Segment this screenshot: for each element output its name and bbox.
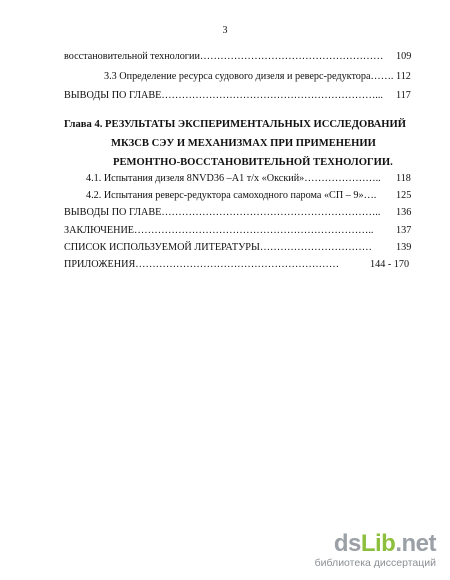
toc-entry-page: 137 [396,225,412,236]
chapter-heading-line-2: МКЗСВ СЭУ И МЕХАНИЗМАХ ПРИ ПРИМЕНЕНИИ [111,138,376,149]
toc-entry-text: СПИСОК ИСПОЛЬЗУЕМОЙ ЛИТЕРАТУРЫ…………………………… [64,242,372,253]
toc-entry-text: ЗАКЛЮЧЕНИЕ…………………………………………………………….. [64,225,374,236]
toc-entry-text: ВЫВОДЫ ПО ГЛАВЕ………………………………………………………... [64,90,383,101]
toc-entry-text: ПРИЛОЖЕНИЯ…………………………………………………… [64,259,340,270]
chapter-heading-line-3: РЕМОНТНО-ВОССТАНОВИТЕЛЬНОЙ ТЕХНОЛОГИИ. [113,157,393,168]
toc-entry-page: 118 [396,173,411,184]
toc-entry-text: 4.1. Испытания дизеля 8NVD36 –А1 т/х «Окский»………………….. [86,173,381,184]
toc-entry-page: 144 - 170 [370,259,410,270]
toc-entry-page: 109 [396,51,412,62]
toc-entry-text: 3.3 Определение ресурса судового дизеля и реверс-редуктора……. [104,71,394,82]
toc-entry-text: 4.2. Испытания реверс-редуктора самоходного парома «СП – 9»…. [86,190,377,201]
toc-entry-page: 139 [396,242,412,253]
dslib-watermark [315,531,436,569]
page-number: 3 [222,25,228,36]
toc-entry-page: 117 [396,90,411,101]
dslib-subtitle: библиотека диссертаций [314,557,436,569]
chapter-heading: Глава 4. РЕЗУЛЬТАТЫ ЭКСПЕРИМЕНТАЛЬНЫХ ИССЛЕДОВАНИЙ [64,119,407,130]
toc-entry-page: 112 [396,71,411,82]
toc-entry-page: 136 [396,207,412,218]
toc-entry-page: 125 [396,190,412,201]
toc-entry-text: восстановительной технологии……………………………………………… [64,51,384,62]
toc-entry-text: ВЫВОДЫ ПО ГЛАВЕ……………………………………………………….. [64,207,381,218]
dslib-logo: dsLib.net [333,530,436,557]
